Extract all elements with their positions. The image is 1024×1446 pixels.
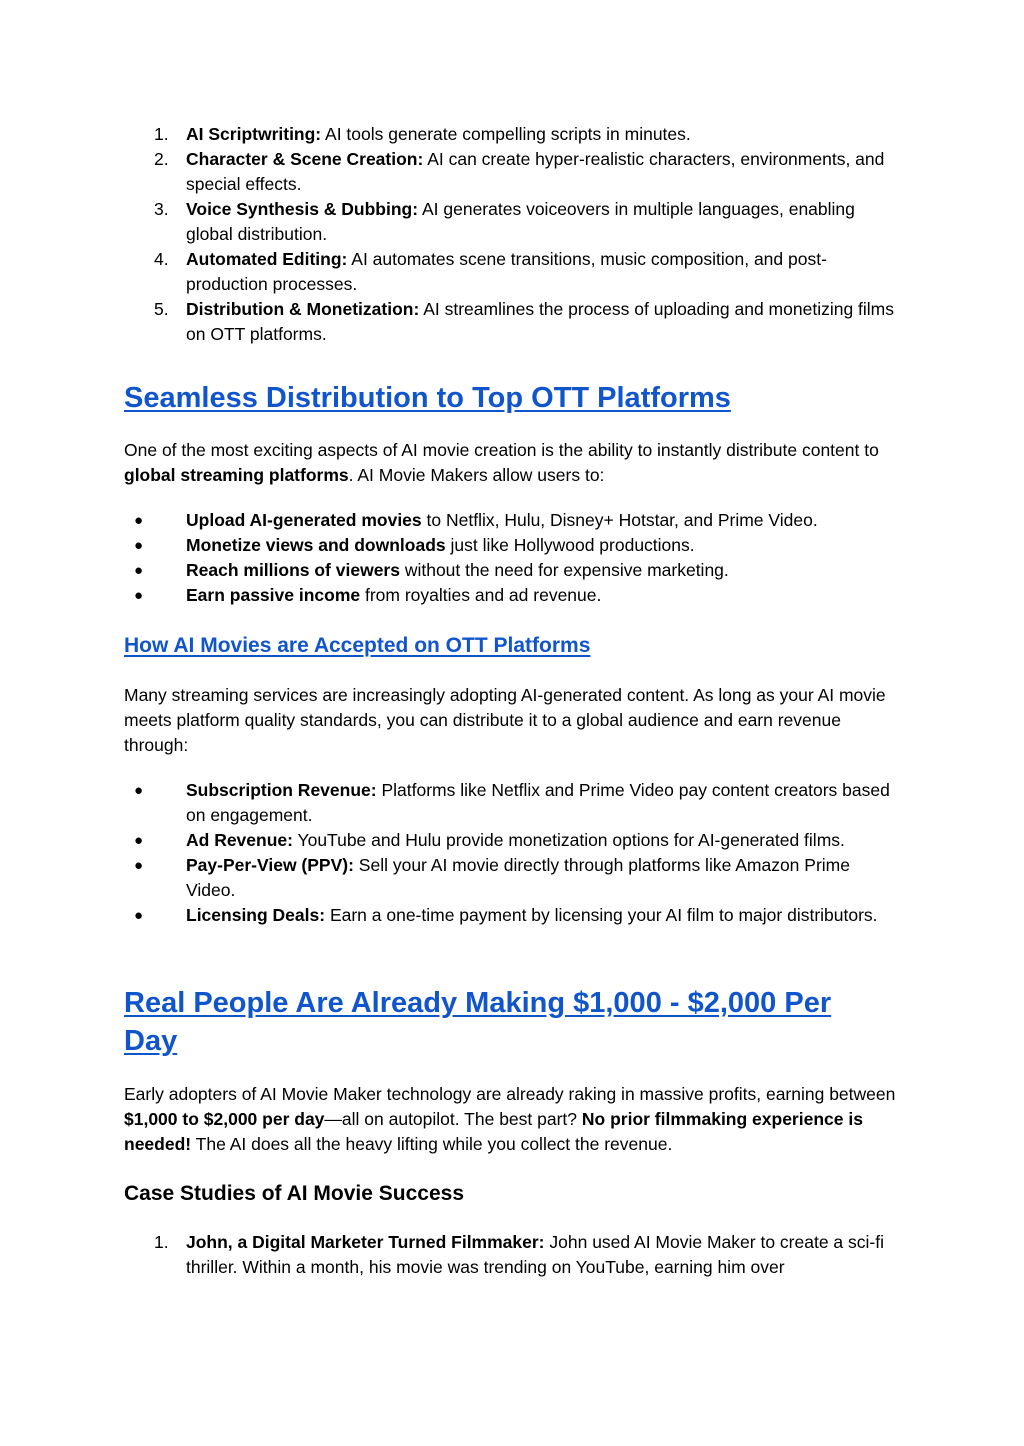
section-heading-real-people-earnings[interactable]: Real People Are Already Making $1,000 - $2,000 Per Day (124, 987, 832, 1057)
bullet-list (124, 508, 904, 608)
list-item: ● Reach millions of viewers without the need for expensive marketing. (134, 560, 729, 580)
list-item: ● Earn passive income from royalties and ad revenue. (134, 585, 602, 605)
list-item: 2. Character & Scene Creation: AI can create hyper-realistic characters, environments, and special effects. (154, 149, 885, 194)
feature-list (124, 122, 904, 347)
section-heading-ott-distribution[interactable]: Seamless Distribution to Top OTT Platforms (124, 382, 731, 414)
list-item: ● Subscription Revenue: Platforms like Netflix and Prime Video pay content creators based on engagement. (134, 780, 890, 825)
list-item: ● Monetize views and downloads just like Hollywood productions. (134, 535, 695, 555)
list-item: 5. Distribution & Monetization: AI streamlines the process of uploading and monetizing films on OTT platforms. (154, 299, 895, 344)
list-item: ● Ad Revenue: YouTube and Hulu provide monetization options for AI-generated films. (134, 830, 845, 850)
list-item: 4. Automated Editing: AI automates scene transitions, music composition, and post-production processes. (154, 249, 827, 294)
list-item: ● Upload AI-generated movies to Netflix, Hulu, Disney+ Hotstar, and Prime Video. (134, 510, 818, 530)
section-heading-case-studies: Case Studies of AI Movie Success (124, 1182, 465, 1205)
bullet-list (124, 778, 904, 928)
paragraph: Early adopters of AI Movie Maker technology are already raking in massive profits, earning between $1,000 to $2,000 per day—all on autopilot. The best part? No prior filmmaking experience is needed! The AI does all the heavy lifting while you collect the revenue. (124, 1084, 896, 1154)
list-item: ● Pay-Per-View (PPV): Sell your AI movie directly through platforms like Amazon Prime Video. (134, 855, 850, 900)
case-study-list (124, 1230, 904, 1280)
paragraph: Many streaming services are increasingly adopting AI-generated content. As long as your AI movie meets platform quality standards, you can distribute it to a global audience and earn revenue through: (124, 685, 886, 755)
list-item: 1. John, a Digital Marketer Turned Filmmaker: John used AI Movie Maker to create a sci-fi thriller. Within a month, his movie was trending on YouTube, earning him over (154, 1232, 884, 1277)
paragraph: One of the most exciting aspects of AI movie creation is the ability to instantly distribute content to global streaming platforms. AI Movie Makers allow users to: (124, 440, 879, 485)
section-heading-ott-acceptance[interactable]: How AI Movies are Accepted on OTT Platforms (124, 634, 591, 657)
list-item: 1. AI Scriptwriting: AI tools generate compelling scripts in minutes. (154, 124, 691, 144)
list-item: 3. Voice Synthesis & Dubbing: AI generates voiceovers in multiple languages, enabling global distribution. (154, 199, 855, 244)
list-item: ● Licensing Deals: Earn a one-time payment by licensing your AI film to major distributors. (134, 905, 878, 925)
